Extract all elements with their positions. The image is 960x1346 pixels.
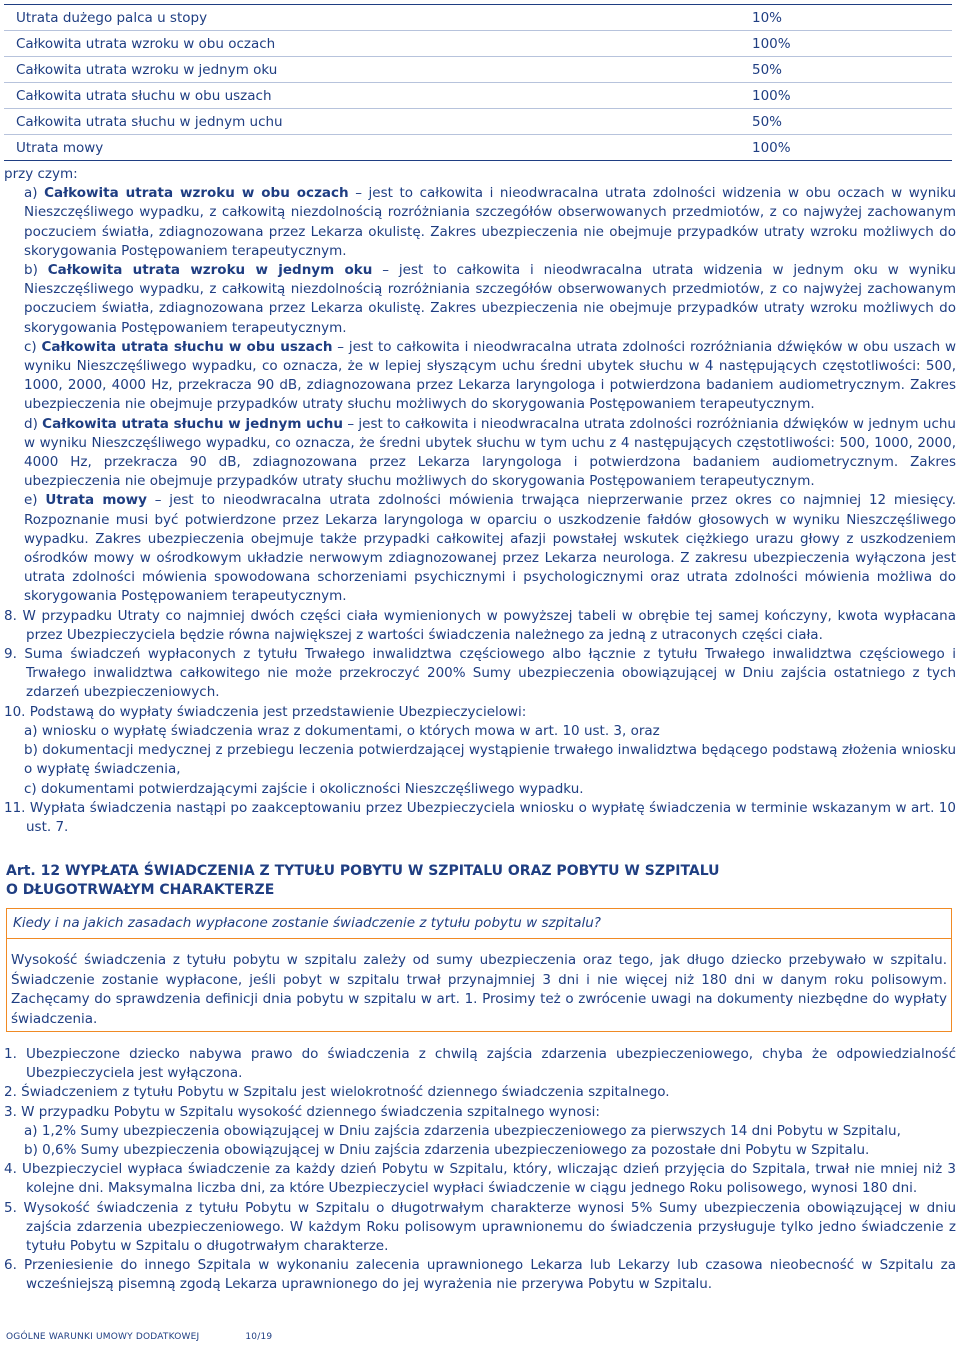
row-name: Całkowita utrata słuchu w jednym uchu: [16, 114, 283, 130]
row-percent: 50%: [752, 114, 783, 130]
definition-text: – jest to całkowita i nieodwracalna utrata zdolności rozróżniania dźwięków w jednym uchu w wyniku Nieszczęśliwego wypadku, co oznacza, że średni ubytek słuchu w tym uchu z 4 następujących częstotliwości: 500, 1000, 2000, 4000 Hz, przekracza 90 dB, zdiagnozowana przez Lekarza laryngologa i potwierdzona badaniem audiometrycznym. Zakres ubezpieczenia nie obejmuje przypadków utraty słuchu możliwych do skorygowania Postępowaniem terapeutycznym.: [24, 415, 956, 490]
paragraph-10-a: a) wniosku o wypłatę świadczenia wraz z dokumentami, o których mowa w art. 10 ust. 3, oraz: [24, 722, 660, 739]
loss-table: [4, 4, 952, 161]
table-row: [4, 82, 952, 108]
article-items: [4, 1045, 956, 1295]
paragraph-10-b: b) dokumentacji medycznej z przebiegu leczenia potwierdzającej wystąpienie trwałego inwalidztwa będącego podstawą złożenia wniosku o wypłatę świadczenia,: [24, 742, 956, 778]
article-item-4: 4. Ubezpieczyciel wypłaca świadczenie za każdy dzień Pobytu w Szpitalu, który, wliczając dzień przyjęcia do Szpitala, trwał nie mniej niż 3 kolejne dni. Maksymalna liczba dni, za które Ubezpieczyciel wypłaci świadczenie w ciągu jednego Roku polisowego, wynosi 180 dni.: [4, 1161, 956, 1197]
row-percent: 100%: [752, 140, 791, 156]
definition-label: a): [24, 185, 45, 202]
definition-text: – jest to nieodwracalna utrata zdolności mówienia trwająca nieprzerwanie przez okres co najmniej 12 miesięcy. Rozpoznanie musi być potwierdzone przez Lekarza laryngologa w oparciu o uszkodzenie fałdów głosowych w wyniku Nieszczęśliwego wypadku. Zakres ubezpieczenia obejmuje także przypadki całkowitej afazji powstałej wskutek ciężkiego urazu głowy z uszkodzeniem ośrodków mowy w ośrodkowym układzie nerwowym zdiagnozowanej przez Lekarza neurologa. Z zakresu ubezpieczenia wyłączona jest utrata zdolności mówienia spowodowana schorzeniami psychicznymi i psychologicznymi oraz utrata zdolności mówienia możliwa do skorygowania Postępowaniem terapeutycznym.: [24, 492, 956, 605]
article-item-6: 6. Przeniesienie do innego Szpitala w wykonaniu zalecenia uprawnionego Lekarza lub Lekarzy lub czasowa nieobecność w Szpitalu za wcześniejszą pisemną zgodą Lekarza uprawnionego do jej wyrażenia nie przerywa Pobytu w Szpitalu.: [4, 1257, 956, 1293]
table-row: [4, 4, 952, 30]
definition-e: [4, 491, 956, 606]
definition-text: – jest to całkowita i nieodwracalna utrata zdolności rozróżniania dźwięków w obu uszach w wyniku Nieszczęśliwego wypadku, co oznacza, że w lepiej słyszącym uchu średni ubytek słuchu w 4 następujących częstotliwości: 500, 1000, 2000, 4000 Hz, przekracza 90 dB, zdiagnozowana przez Lekarza laryngologa i potwierdzona badaniem audiometrycznym. Zakres ubezpieczenia nie obejmuje przypadków utraty słuchu możliwych do skorygowania Postępowaniem terapeutycznym.: [24, 338, 956, 413]
article-item-3-b: b) 0,6% Sumy ubezpieczenia obowiązującej w Dniu zajścia zdarzenia ubezpieczeniowego za pozostałe dni Pobytu w Szpitalu.: [24, 1142, 870, 1159]
article-title: [6, 862, 720, 900]
table-row: [4, 108, 952, 134]
definition-text: – jest to całkowita i nieodwracalna utrata widzenia w jednym oku w wyniku Nieszczęśliwego wypadku, z całkowitą niezdolnością rozróżniania szczegółów obserwowanych przedmiotów, z co najwyżej zachowanym poczuciem światła, zdiagnozowana przez Lekarza okulistę. Zakres ubezpieczenia nie obejmuje przypadków utraty wzroku możliwych do skorygowania Postępowaniem terapeutycznym.: [24, 262, 956, 336]
faq-question: Kiedy i na jakich zasadach wypłacone zostanie świadczenie z tytułu pobytu w szpitalu?: [7, 909, 951, 939]
definition-term: Całkowita utrata słuchu w jednym uchu: [42, 415, 343, 432]
article-title-line-2: O DŁUGOTRWAŁYM CHARAKTERZE: [6, 882, 275, 898]
definition-label: e): [24, 492, 46, 509]
definition-label: c): [24, 338, 42, 355]
row-name: Całkowita utrata słuchu w obu uszach: [16, 88, 272, 104]
paragraph-11: 11. Wypłata świadczenia nastąpi po zaakceptowaniu przez Ubezpieczyciela wniosku o wypłatę świadczenia w terminie wskazanym w art. 10 ust. 7.: [4, 799, 956, 835]
table-row: [4, 134, 952, 160]
definition-c: [4, 338, 956, 415]
page-footer: [6, 1332, 272, 1342]
paragraph-10: 10. Podstawą do wypłaty świadczenia jest przedstawienie Ubezpieczycielowi:: [4, 703, 527, 720]
footer-title: OGÓLNE WARUNKI UMOWY DODATKOWEJ: [6, 1332, 200, 1342]
row-percent: 10%: [752, 10, 783, 26]
article-item-3: 3. W przypadku Pobytu w Szpitalu wysokość dziennego świadczenia szpitalnego wynosi:: [4, 1103, 600, 1120]
article-item-2: 2. Świadczeniem z tytułu Pobytu w Szpitalu jest wielokrotność dziennego świadczenia szpitalnego.: [4, 1084, 670, 1101]
definition-term: Całkowita utrata słuchu w obu uszach: [41, 338, 333, 355]
row-percent: 50%: [752, 62, 783, 78]
page-number: 10/19: [245, 1332, 273, 1342]
definition-d: [4, 415, 956, 492]
row-name: Utrata dużego palca u stopy: [16, 10, 208, 26]
faq-box: [6, 908, 952, 1032]
row-name: Całkowita utrata wzroku w jednym oku: [16, 62, 278, 78]
definition-text: – jest to całkowita i nieodwracalna utrata zdolności widzenia w obu oczach w wyniku Nieszczęśliwego wypadku, z całkowitą niezdolnością rozróżniania szczegółów obserwowanych przedmiotów, z co najwyżej zachowanym poczuciem światła, zdiagnozowana przez Lekarza okulistę. Zakres ubezpieczenia nie obejmuje przypadków utraty wzroku możliwych do skorygowania Postępowaniem terapeutycznym.: [24, 185, 957, 259]
definition-term: Całkowita utrata wzroku w obu oczach: [44, 185, 349, 202]
definition-b: [4, 261, 956, 338]
article-item-5: 5. Wysokość świadczenia z tytułu Pobytu w Szpitalu o długotrwałym charakterze wynosi 5% Sumy ubezpieczenia obowiązującej w dniu zajścia zdarzenia ubezpieczeniowego. W każdym Roku polisowym uprawnionemu do świadczenia przysługuje tylko jedno świadczenie z tytułu Pobytu w Szpitalu o długotrwałym charakterze.: [4, 1199, 956, 1255]
definition-term: Całkowita utrata wzroku w jednym oku: [47, 262, 373, 279]
article-item-3-a: a) 1,2% Sumy ubezpieczenia obowiązującej w Dniu zajścia zdarzenia ubezpieczeniowego za pierwszych 14 dni Pobytu w Szpitalu,: [24, 1122, 901, 1139]
row-percent: 100%: [752, 88, 791, 104]
table-row: [4, 56, 952, 82]
definitions-section: [4, 165, 956, 837]
definition-label: b): [24, 262, 48, 279]
row-percent: 100%: [752, 36, 791, 52]
definition-a: [4, 184, 956, 261]
article-item-1: 1. Ubezpieczone dziecko nabywa prawo do świadczenia z chwilą zajścia zdarzenia ubezpieczeniowego, chyba że odpowiedzialność Ubezpieczyciela jest wyłączona.: [4, 1046, 956, 1082]
table-bottom-rule: [4, 160, 952, 161]
paragraph-9: 9. Suma świadczeń wypłaconych z tytułu Trwałego inwalidztwa częściowego albo łącznie z tytułu Trwałego inwalidztwa częściowego i Trwałego inwalidztwa całkowitego nie może przekroczyć 200% Sumy ubezpieczenia obowiązującej w Dniu zajścia ostatniego z tych zdarzeń ubezpieczeniowych.: [4, 646, 956, 701]
definition-label: d): [24, 415, 43, 432]
paragraph-8: 8. W przypadku Utraty co najmniej dwóch części ciała wymienionych w powyższej tabeli w obrębie tej samej kończyny, kwota wypłacana przez Ubezpieczyciela będzie równa największej z wartości świadczenia należnego za jedną z utraconych części ciała.: [4, 607, 956, 643]
row-name: Całkowita utrata wzroku w obu oczach: [16, 36, 276, 52]
table-row: [4, 30, 952, 56]
definition-term: Utrata mowy: [45, 492, 147, 509]
row-name: Utrata mowy: [16, 140, 104, 156]
paragraph-10-c: c) dokumentami potwierdzającymi zajście i okoliczności Nieszczęśliwego wypadku.: [24, 780, 584, 797]
definitions-intro: przy czym:: [4, 166, 78, 182]
article-title-line-1: Art. 12 WYPŁATA ŚWIADCZENIA Z TYTUŁU POBYTU W SZPITALU ORAZ POBYTU W SZPITALU: [6, 863, 720, 879]
faq-answer: Wysokość świadczenia z tytułu pobytu w szpitalu zależy od sumy ubezpieczenia oraz tego, jak długo dziecko przebywało w szpitalu. Świadczenie zostanie wypłacone, jeśli pobyt w szpitalu trwał przynajmniej 3 dni i nie więcej niż 180 dni w danym roku polisowym. Zachęcamy do sprawdzenia definicji dnia pobytu w szpitalu w art. 1. Prosimy też o zwrócenie uwagi na dokumenty niezbędne do wypłaty świadczenia.: [11, 952, 947, 1027]
